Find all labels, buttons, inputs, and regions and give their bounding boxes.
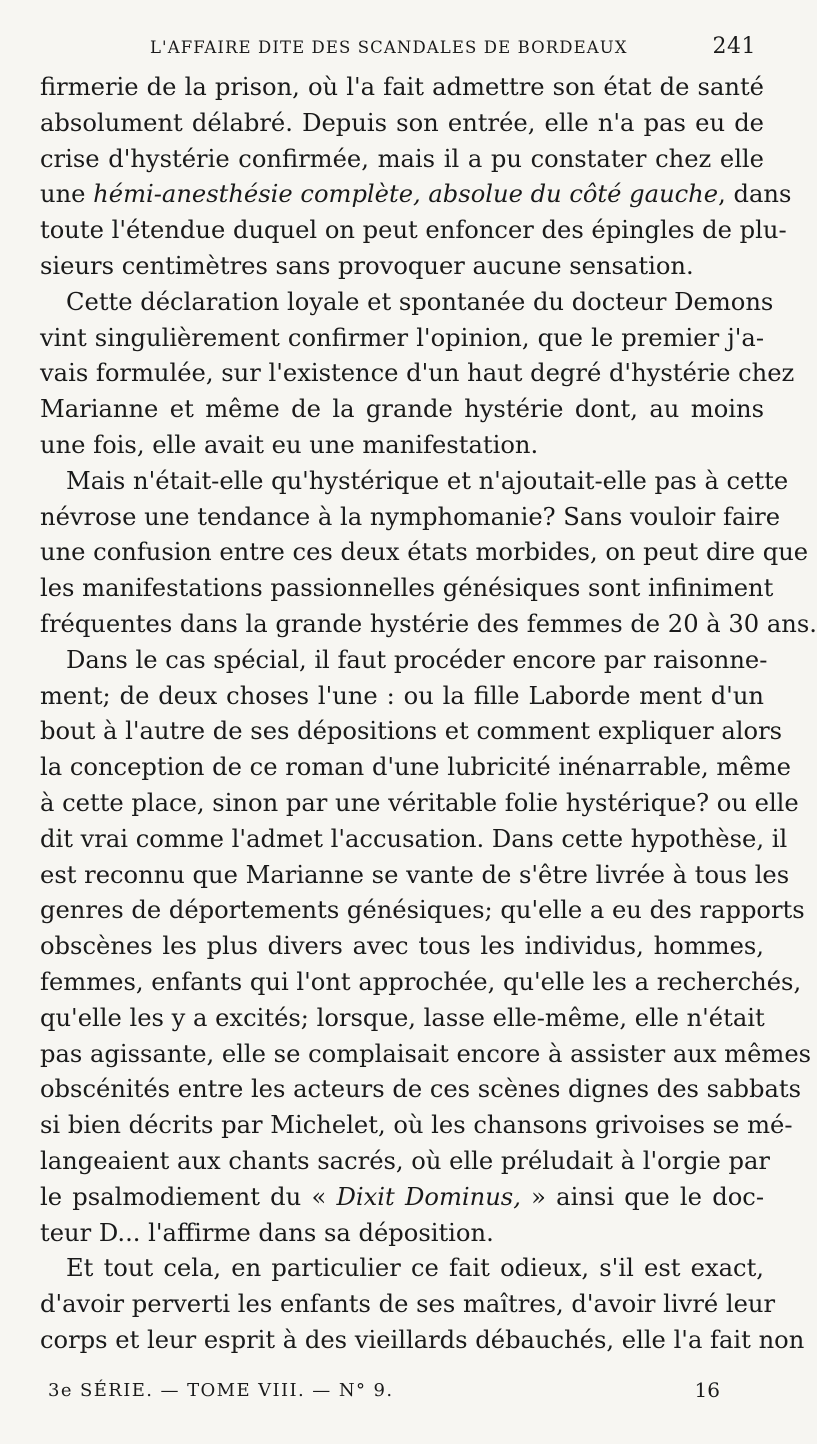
line-text: genres de déportements génésiques; qu'elle a eu des rapports [40, 896, 805, 925]
line-text: si bien décrits par Michelet, où les chansons grivoises se mé- [40, 1111, 793, 1140]
text-line [40, 1108, 793, 1144]
text-line [40, 106, 764, 142]
line-text: Marianne et même de la grande hystérie dont, au moins [40, 395, 764, 424]
line-italic-text: hémi-anesthésie complète, absolue du côté gauche [93, 180, 719, 209]
text-line [40, 1323, 805, 1359]
line-text: bout à l'autre de ses dépositions et comment expliquer alors [40, 717, 783, 746]
line-text: dit vrai comme l'admet l'accusation. Dans cette hypothèse, il [40, 824, 788, 853]
text-line [40, 858, 790, 894]
line-text: sieurs centimètres sans provoquer aucune sensation. [40, 251, 694, 280]
line-italic-text: Dixit Dominus, [336, 1182, 521, 1211]
page-number: 241 [712, 34, 756, 59]
line-text: toute l'étendue duquel on peut enfoncer des épingles de plu- [40, 216, 787, 245]
text-line [40, 1180, 764, 1216]
line-text: ment; de deux choses l'une : ou la fille Laborde ment d'un [40, 681, 764, 710]
sheet-number: 16 [694, 1378, 720, 1402]
text-line [40, 893, 805, 929]
line-text: à cette place, sinon par une véritable folie hystérique? ou elle [40, 788, 799, 817]
line-text: vais formulée, sur l'existence d'un haut degré d'hystérie chez [40, 359, 795, 388]
text-line [40, 1216, 764, 1252]
line-text: la conception de ce roman d'une lubricité inénarrable, même [40, 753, 791, 782]
text-line [40, 249, 764, 285]
line-text: une fois, elle avait eu une manifestation. [40, 430, 539, 459]
text-line [40, 356, 795, 392]
text-line [40, 535, 809, 571]
body-text [40, 70, 817, 1359]
text-line [40, 607, 817, 643]
text-line [40, 786, 799, 822]
line-text: corps et leur esprit à des vieillards débauchés, elle l'a fait non [40, 1325, 805, 1354]
line-text: langeaient aux chants sacrés, où elle préludait à l'orgie par [40, 1146, 770, 1175]
text-line [40, 428, 764, 464]
line-text: pas agissante, elle se complaisait encore à assister aux mêmes [40, 1039, 812, 1068]
line-text: absolument délabré. Depuis son entrée, elle n'a pas eu de [40, 108, 764, 137]
text-line [40, 1037, 812, 1073]
text-line [40, 822, 788, 858]
text-line [40, 1144, 770, 1180]
page-footer [48, 1380, 720, 1410]
line-text: crise d'hystérie confirmée, mais il a pu constater chez elle [40, 144, 764, 173]
line-text: une confusion entre ces deux états morbides, on peut dire que [40, 538, 809, 567]
line-text: Cette déclaration loyale et spontanée du docteur Demons [66, 287, 774, 316]
line-text: les manifestations passionnelles génésiques sont infiniment [40, 574, 774, 603]
text-line [40, 142, 764, 178]
line-text: qu'elle les y a excités; lorsque, lasse elle-même, elle n'était [40, 1003, 765, 1032]
line-text: obscénités entre les acteurs de ces scènes dignes des sabbats [40, 1075, 801, 1104]
line-text: d'avoir perverti les enfants de ses maîtres, d'avoir livré leur [40, 1290, 776, 1319]
text-line [40, 500, 781, 536]
line-text: fréquentes dans la grande hystérie des femmes de 20 à 30 ans. [40, 609, 817, 638]
line-text: teur D... l'affirme dans sa déposition. [40, 1218, 494, 1247]
printer-signature: 3e SÉRIE. — TOME VIII. — N° 9. [48, 1380, 394, 1401]
line-text: , dans [718, 180, 792, 209]
text-line [40, 714, 783, 750]
text-line [40, 213, 787, 249]
line-text: » ainsi que le doc- [520, 1182, 764, 1211]
text-line [40, 1287, 776, 1323]
line-text: obscènes les plus divers avec tous les individus, hommes, [40, 932, 764, 961]
line-text: une [40, 180, 94, 209]
line-text: névrose une tendance à la nymphomanie? Sans vouloir faire [40, 502, 781, 531]
line-text: femmes, enfants qui l'ont approchée, qu'elle les a recherchés, [40, 967, 802, 996]
text-line [40, 1072, 801, 1108]
text-line [40, 643, 768, 679]
text-line [40, 965, 802, 1001]
running-head [40, 34, 760, 68]
text-line [40, 464, 789, 500]
text-line [40, 285, 774, 321]
line-text: Mais n'était-elle qu'hystérique et n'ajoutait-elle pas à cette [66, 466, 789, 495]
text-line [40, 571, 774, 607]
text-line [40, 70, 764, 106]
text-line [40, 750, 791, 786]
text-line [40, 1251, 764, 1287]
line-text: vint singulièrement confirmer l'opinion, que le premier j'a- [40, 323, 764, 352]
line-text: le psalmodiement du « [40, 1182, 337, 1211]
text-line [40, 321, 764, 357]
running-title: L'AFFAIRE DITE DES SCANDALES DE BORDEAUX [150, 38, 628, 57]
line-text: Dans le cas spécial, il faut procéder encore par raisonne- [66, 645, 768, 674]
text-line [40, 392, 764, 428]
text-line [40, 929, 764, 965]
line-text: Et tout cela, en particulier ce fait odieux, s'il est exact, [66, 1254, 764, 1283]
text-line [40, 1001, 764, 1037]
line-text: est reconnu que Marianne se vante de s'être livrée à tous les [40, 860, 790, 889]
line-text: firmerie de la prison, où l'a fait admettre son état de santé [40, 73, 764, 101]
text-line [40, 177, 792, 213]
text-line [40, 679, 764, 715]
